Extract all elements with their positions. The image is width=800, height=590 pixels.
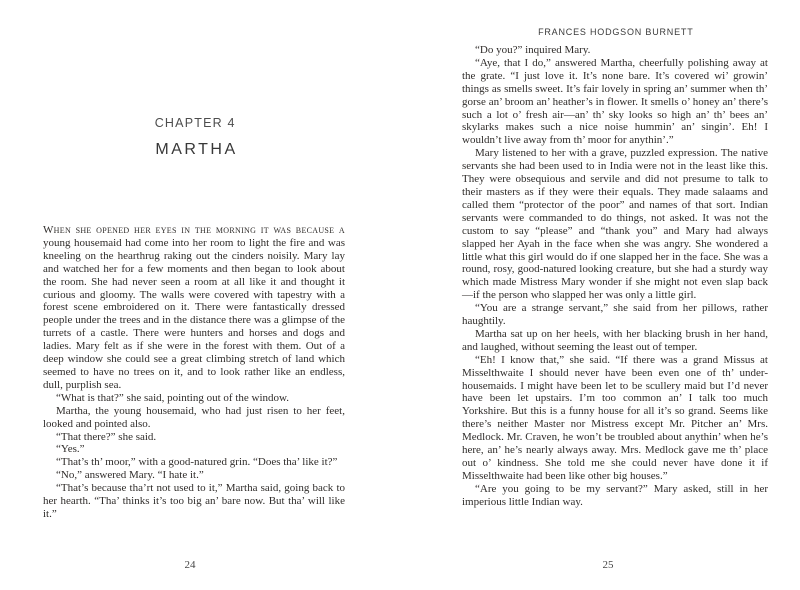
chapter-label: CHAPTER 4 <box>154 116 236 130</box>
body-paragraph: Martha sat up on her heels, with her blacking brush in her hand, and laughed, without seeming the least out of temper. <box>462 327 768 353</box>
body-paragraph: “No,” answered Mary. “I hate it.” <box>56 469 204 482</box>
body-paragraph: Martha, the young housemaid, who had just risen to her feet, looked and pointed also. <box>43 404 345 430</box>
body-paragraph: “Do you?” inquired Mary. <box>475 44 591 56</box>
chapter-title: MARTHA <box>155 141 238 158</box>
body-paragraph: “That’s th’ moor,” with a good-natured grin. “Does tha’ like it?” <box>56 456 338 469</box>
left-page-body <box>43 224 345 521</box>
body-paragraph: “What is that?” she said, pointing out of the window. <box>56 391 289 404</box>
running-head: FRANCES HODGSON BURNETT <box>538 27 694 37</box>
body-paragraph: “That’s because tha’rt not used to it,” Martha said, going back to her hearth. “Tha’ thinks it’s too big an’ bare now. But tha’ will like it.” <box>43 482 345 520</box>
body-paragraph: “Eh! I know that,” she said. “If there was a grand Missus at Misselthwaite I should never have been even one of th’ under-housemaids. I might have been let to be scullery maid but I’d never have been let upstairs. I’m too common an’ I talk too much Yorkshire. But this is a funny house for all it’s so grand. Seems like there’s neither Master nor Mistress except Mr. Pitcher an’ Mrs. Medlock. Mr. Craven, he won’t be troubled about anythin’ when he’s here, an’ he’s nearly always away. Mrs. Medlock gave me th’ place out o’ kindness. She told me she could never have done it if Misselthwaite had been like other big houses.” <box>462 353 768 482</box>
left-page <box>43 0 345 590</box>
body-paragraph: “Aye, that I do,” answered Martha, cheerfully polishing away at the grate. “I just love it. It’s none bare. It’s covered wi’ growin’ things as smells sweet. It’s fair lovely in spring an’ summer when th’ gorse an’ broom an’ heather’s in flower. It smells o’ honey an’ there’s such a lot o’ fresh air—an’ th’ sky looks so high an’ th’ bees an’ skylarks makes such a nice noise hummin’ an’ singin’. Eh! I wouldn’t live away from th’ moor for anythin’.” <box>462 56 768 147</box>
left-page-number: 24 <box>184 559 196 571</box>
body-paragraph: Mary listened to her with a grave, puzzled expression. The native servants she had been used to in India were not in the least like this. They were obsequious and servile and did not presume to talk to their masters as if they were their equals. They made salaams and called them “protector of the poor” and names of that sort. Indian servants were commanded to do things, not asked. It was not the custom to say “please” and “thank you” and Mary had always slapped her Ayah in the face when she was angry. She wondered a little what this girl would do if one slapped her in the face. She was a round, rosy, good-natured looking creature, but she had a sturdy way which made Mistress Mary wonder if she might not even slap back—if the person who slapped her was only a little girl. <box>462 147 768 302</box>
right-page-body <box>462 44 768 509</box>
right-page <box>462 0 768 590</box>
body-paragraph: “That there?” she said. <box>56 430 157 443</box>
right-page-number: 25 <box>602 559 614 571</box>
body-paragraph: When she opened her eyes in the morning it was because a young housemaid had come into her room to light the fire and was kneeling on the hearthrug raking out the cinders noisily. Mary lay and watched her for a few moments and then began to look about the room. She had never seen a room at all like it and thought it curious and gloomy. The walls were covered with tapestry with a forest scene embroidered on it. There were fantastically dressed people under the trees and in the distance there was a glimpse of the turrets of a castle. There were hunters and horses and dogs and ladies. Mary felt as if she were in the forest with them. Out of a deep window she could see a great climbing stretch of land which seemed to have no trees on it, and to look rather like an endless, dull, purplish sea. <box>43 224 345 391</box>
body-paragraph: “Yes.” <box>56 443 85 456</box>
body-paragraph: “Are you going to be my servant?” Mary asked, still in her imperious little Indian way. <box>462 482 768 508</box>
body-paragraph: “You are a strange servant,” she said from her pillows, rather haughtily. <box>462 302 768 328</box>
